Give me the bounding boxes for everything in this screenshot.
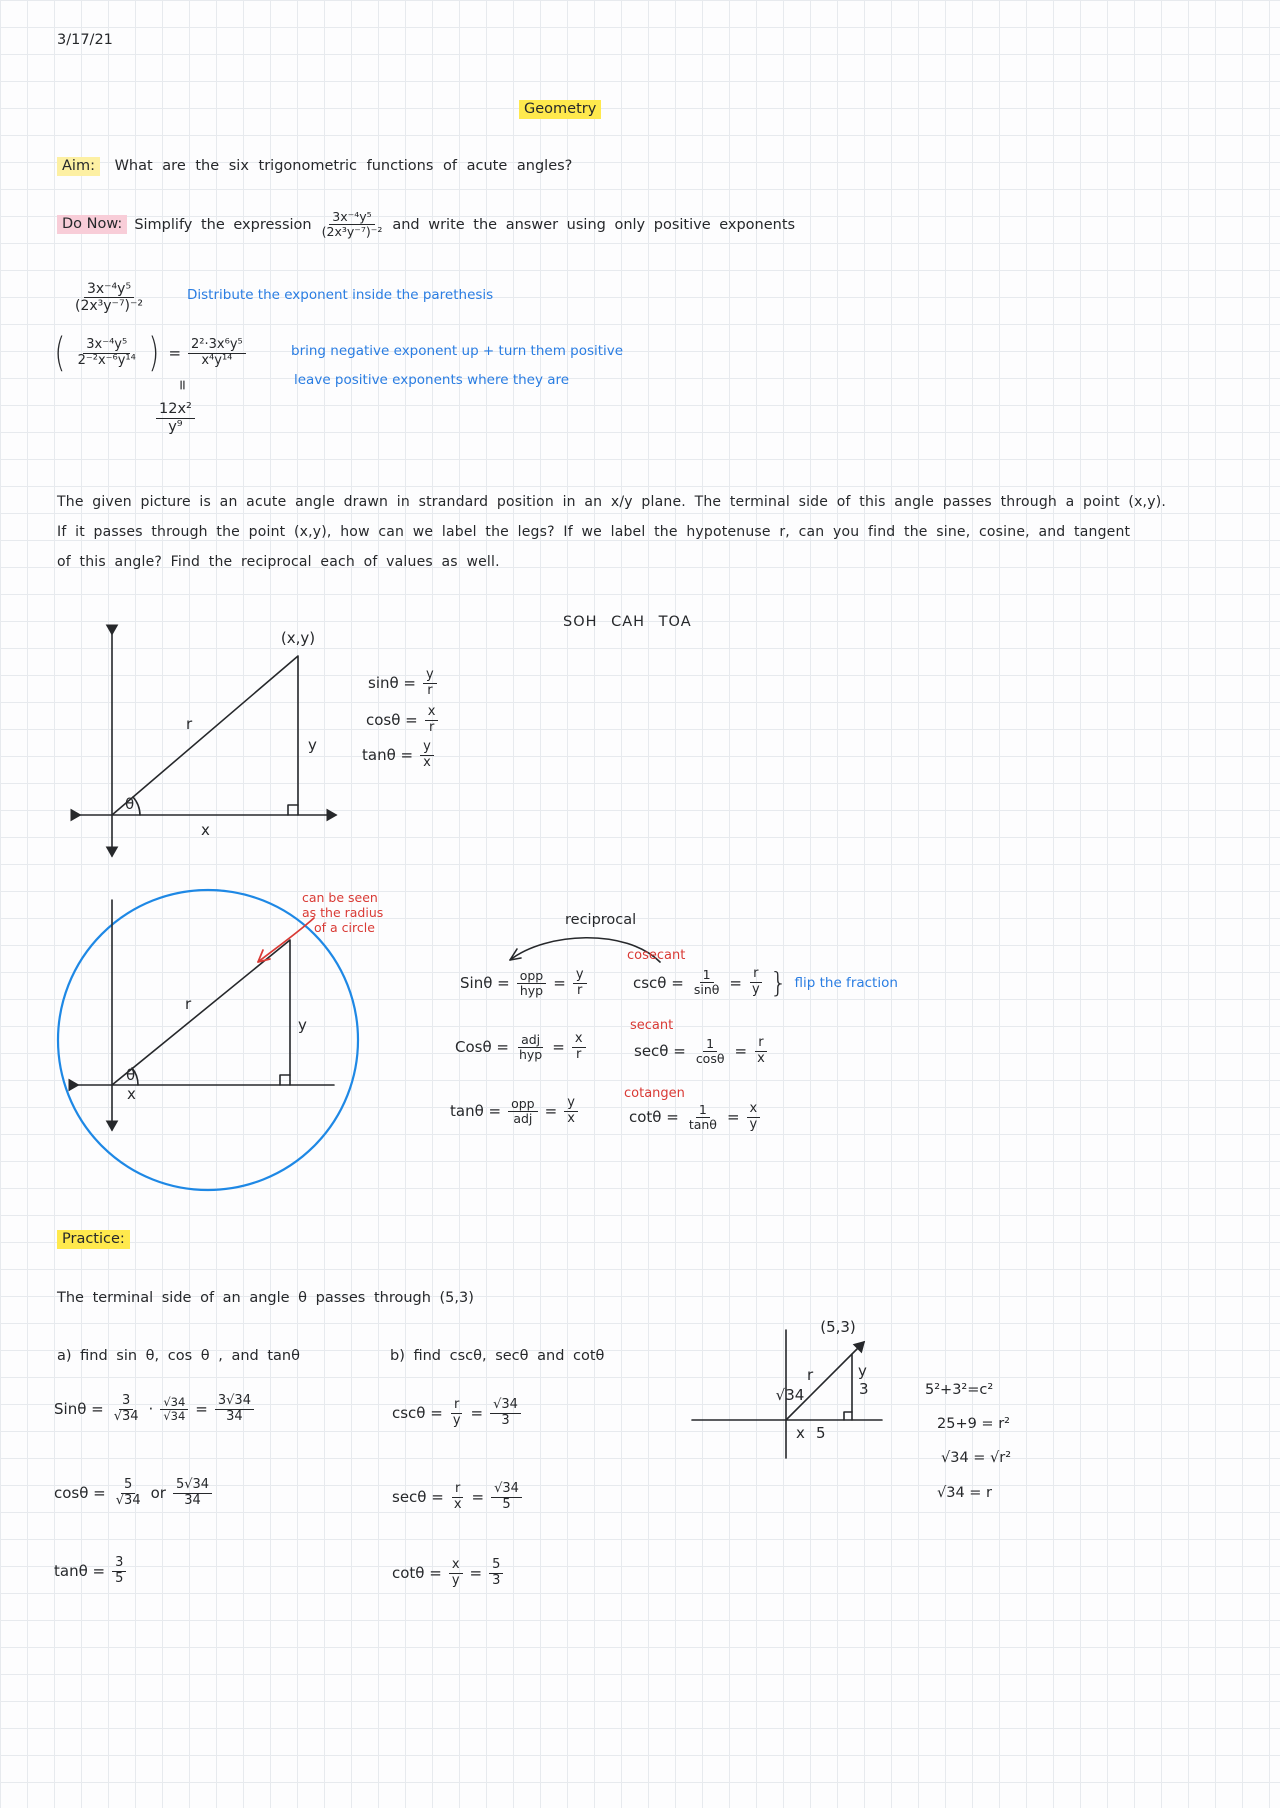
fraction-denominator: r	[427, 682, 433, 698]
pythag-line-4: √34 = r	[937, 1485, 993, 1501]
practice-tan-row	[54, 1556, 126, 1587]
do-now-label: Do Now:	[57, 215, 127, 234]
y-leg-label: y	[298, 1016, 307, 1034]
point-5-3-diagram	[680, 1318, 915, 1478]
do-now-post: and write the answer using only positive exponents	[392, 216, 796, 233]
cosecant-name: cosecant	[627, 948, 686, 963]
pythag-line-2: 25+9 = r²	[937, 1416, 1010, 1432]
cos-label: cosθ =	[54, 1484, 106, 1503]
x-leg-label: x	[201, 821, 210, 839]
fraction-numerator: 1	[700, 968, 714, 983]
cot-label: cotθ =	[629, 1108, 679, 1127]
circle-note-line1: can be seen	[302, 890, 378, 905]
practice-part-a: a) find sin θ, cos θ , and tanθ	[57, 1348, 300, 1364]
note-distribute: Distribute the exponent inside the parethesis	[187, 287, 494, 303]
fraction-numerator: 1	[703, 1037, 717, 1052]
fraction-denominator: x	[567, 1110, 575, 1126]
fraction	[490, 1398, 521, 1429]
secant-name: secant	[630, 1018, 674, 1033]
fraction	[425, 705, 439, 736]
fraction-denominator: 34	[184, 1492, 201, 1508]
root-34-label: √34	[775, 1386, 805, 1404]
equals-sign: =	[552, 1038, 565, 1057]
fraction-denominator: 2⁻²x⁻⁶y¹⁴	[77, 352, 136, 368]
fraction-numerator: 3x⁻⁴y⁵	[83, 338, 130, 354]
fraction-numerator: √34	[160, 1396, 188, 1410]
fraction	[516, 1033, 545, 1063]
fraction-denominator: x	[423, 754, 431, 770]
fraction-denominator: y	[452, 1412, 461, 1428]
sin-label: Sinθ =	[460, 974, 510, 993]
practice-cot-row	[392, 1558, 503, 1589]
fraction-numerator: 5	[121, 1478, 135, 1494]
fraction-numerator: r	[452, 1482, 463, 1498]
aim-row	[57, 158, 572, 174]
sin-label: sinθ =	[368, 674, 417, 693]
fraction-denominator: r	[577, 982, 583, 998]
fraction	[451, 1482, 465, 1513]
fraction-denominator: x⁴y¹⁴	[201, 352, 233, 368]
practice-sec-row	[392, 1482, 522, 1513]
do-now-pre: Simplify the expression	[134, 216, 312, 233]
fraction	[489, 1558, 503, 1589]
equals-sign: =	[471, 1488, 485, 1507]
fraction-numerator: 12x²	[156, 401, 195, 419]
fraction-numerator: opp	[517, 969, 547, 984]
soh-cah-toa: SOH CAH TOA	[563, 614, 692, 630]
fraction-denominator: 34	[226, 1408, 243, 1424]
fraction-numerator: y	[573, 968, 587, 984]
equals-continuation: =	[173, 379, 190, 391]
aim-label: Aim:	[57, 157, 100, 176]
page-title: Geometry	[519, 100, 601, 119]
fraction	[691, 968, 723, 998]
tan-label: tanθ =	[450, 1102, 502, 1121]
sin-ratio-row	[368, 668, 437, 699]
fraction	[173, 1478, 212, 1509]
flip-note: flip the fraction	[794, 974, 898, 991]
or-text: or	[150, 1484, 166, 1503]
fraction-numerator: r	[755, 1036, 766, 1052]
fraction	[754, 1036, 768, 1067]
fraction-numerator: y	[420, 740, 434, 756]
fraction-numerator: opp	[508, 1097, 538, 1112]
work-step1-fraction	[72, 281, 146, 314]
fraction-denominator: y	[451, 1572, 460, 1588]
work-result-fraction	[156, 401, 195, 435]
fraction-denominator: sinθ	[693, 982, 720, 997]
y-leg-label: y	[308, 736, 317, 754]
close-paren: )	[148, 330, 160, 376]
fraction-numerator: 5	[489, 1558, 503, 1574]
equals-sign: =	[729, 973, 742, 992]
fraction-denominator: (2x³y⁻⁷)⁻²	[75, 298, 144, 315]
equals-sign: =	[553, 974, 566, 993]
fraction	[564, 1096, 578, 1127]
fraction-numerator: y	[423, 668, 437, 684]
equals-sign: =	[544, 1102, 558, 1121]
brace: }	[769, 966, 788, 999]
fraction-denominator: r	[428, 719, 435, 735]
fraction-numerator: x	[425, 705, 439, 721]
hypotenuse-label: r	[185, 995, 192, 1013]
right-angle-marker	[844, 1412, 852, 1420]
fraction-numerator: 3	[119, 1394, 133, 1410]
open-paren: (	[54, 330, 66, 376]
pythag-line-3: √34 = √r²	[941, 1450, 1012, 1466]
practice-cos-row	[54, 1478, 212, 1509]
reciprocal-label: reciprocal	[565, 912, 637, 928]
multiply-dot: ·	[148, 1400, 154, 1419]
fraction	[749, 967, 763, 998]
fraction-denominator: √34	[115, 1492, 141, 1508]
pythag-line-1: 5²+3²=c²	[925, 1382, 994, 1398]
csc-row	[633, 966, 898, 999]
csc-label: cscθ =	[392, 1404, 443, 1423]
fraction-denominator: cosθ	[695, 1050, 725, 1066]
fraction-denominator: √34	[113, 1408, 139, 1424]
fraction	[111, 1394, 142, 1425]
circle-note-line3: of a circle	[314, 920, 375, 935]
work-step2-row	[52, 330, 246, 376]
fraction-denominator: r	[576, 1046, 582, 1062]
fraction-numerator: r	[750, 967, 761, 983]
fraction-denominator: y	[749, 1116, 758, 1132]
fraction-denominator: y	[751, 982, 760, 997]
fraction-numerator: 2²·3x⁶y⁵	[188, 338, 246, 354]
fraction-denominator: 5	[502, 1496, 511, 1512]
fraction	[491, 1482, 522, 1513]
tan-definition-row	[450, 1096, 578, 1127]
fraction	[423, 668, 437, 699]
do-now-row	[57, 210, 795, 240]
fraction-denominator: 3	[501, 1412, 510, 1428]
note-leave: leave positive exponents where they are	[294, 372, 570, 388]
cos-label: Cosθ =	[455, 1038, 509, 1057]
fraction	[508, 1097, 538, 1127]
cotangent-name: cotangen	[624, 1086, 685, 1101]
fraction-numerator: 3x⁻⁴y⁵	[329, 210, 374, 225]
fraction-numerator: y	[564, 1096, 578, 1112]
point-label: (5,3)	[820, 1318, 856, 1336]
fraction	[686, 1103, 720, 1133]
fraction-numerator: √34	[490, 1398, 521, 1414]
equals-sign: =	[469, 1564, 483, 1583]
circle	[58, 890, 358, 1190]
equals-sign: =	[734, 1042, 748, 1061]
fraction	[572, 1032, 586, 1063]
practice-sin-row	[54, 1394, 254, 1425]
practice-part-b: b) find cscθ, secθ and cotθ	[390, 1348, 605, 1364]
fraction	[420, 740, 434, 771]
cos-label: cosθ =	[366, 711, 418, 730]
fraction	[215, 1394, 254, 1425]
fraction-numerator: 3x⁻⁴y⁵	[84, 281, 134, 298]
cos-definition-row	[455, 1032, 586, 1063]
fraction	[693, 1037, 728, 1067]
triangle	[112, 940, 290, 1085]
x-leg-label: x	[796, 1424, 805, 1442]
y-value-label: 3	[859, 1380, 869, 1398]
hypotenuse-label: r	[807, 1366, 814, 1384]
equals-sign: =	[726, 1108, 740, 1127]
sec-row	[634, 1036, 768, 1067]
x-leg-label: x	[127, 1085, 136, 1103]
fraction-denominator: adj	[513, 1110, 533, 1126]
fraction	[449, 1558, 463, 1589]
theta-label: θ	[125, 795, 135, 813]
fraction-denominator: 5	[115, 1570, 124, 1586]
theta-label: θ	[126, 1066, 136, 1084]
practice-csc-row	[392, 1398, 521, 1429]
equals-sign: =	[470, 1404, 484, 1423]
y-leg-label: y	[858, 1362, 867, 1380]
intro-line-2: If it passes through the point (x,y), how can we label the legs? If we label the hypotenuse r, can you find the sine, cosine, and tangent	[57, 524, 1131, 540]
point-label: (x,y)	[280, 629, 316, 647]
equals-sign: =	[168, 344, 182, 362]
csc-label: cscθ =	[633, 973, 684, 992]
triangle-axes-diagram	[70, 622, 360, 867]
intro-line-3: of this angle? Find the reciprocal each of values as well.	[57, 554, 500, 570]
fraction	[112, 1556, 126, 1587]
cot-label: cotθ =	[392, 1564, 442, 1583]
right-angle-marker	[288, 805, 298, 815]
fraction-numerator: 1	[696, 1103, 710, 1118]
cos-ratio-row	[366, 705, 438, 736]
fraction-numerator: 3	[112, 1556, 126, 1572]
tan-ratio-row	[362, 740, 434, 771]
fraction-denominator: y⁹	[168, 418, 183, 435]
fraction	[113, 1478, 144, 1509]
fraction-numerator: 3√34	[215, 1394, 254, 1410]
fraction-denominator: x	[453, 1496, 462, 1512]
intro-line-1: The given picture is an acute angle drawn in strandard position in an x/y plane. The terminal side of this angle passes through a point (x,y).	[57, 494, 1167, 510]
tan-label: tanθ =	[54, 1562, 106, 1581]
aim-text: What are the six trigonometric functions of acute angles?	[114, 158, 573, 174]
practice-problem: The terminal side of an angle θ passes through (5,3)	[57, 1290, 474, 1306]
fraction-denominator: hyp	[518, 1046, 543, 1062]
fraction-numerator: x	[449, 1558, 463, 1574]
fraction-denominator: √34	[163, 1408, 186, 1423]
fraction-numerator: x	[747, 1102, 761, 1118]
fraction-numerator: adj	[518, 1033, 543, 1048]
fraction-denominator: x	[757, 1050, 765, 1066]
fraction-numerator: x	[572, 1032, 586, 1048]
practice-label: Practice:	[57, 1230, 130, 1249]
equals-sign: =	[195, 1400, 208, 1419]
fraction-numerator: r	[451, 1398, 462, 1414]
fraction-denominator: 3	[492, 1572, 501, 1588]
fraction	[160, 1396, 188, 1423]
cot-row	[629, 1102, 760, 1133]
triangle	[112, 656, 298, 815]
fraction	[450, 1398, 464, 1429]
circle-note-line2: as the radius	[302, 905, 384, 920]
fraction-denominator: (2x³y⁻⁷)⁻²	[321, 224, 383, 240]
sec-label: secθ =	[392, 1488, 444, 1507]
fraction	[747, 1102, 761, 1133]
sin-label: Sinθ =	[54, 1400, 104, 1419]
tan-label: tanθ =	[362, 746, 414, 765]
x-value-label: 5	[816, 1424, 826, 1442]
fraction-numerator: √34	[491, 1482, 522, 1498]
work-step2-rhs-fraction	[188, 338, 246, 369]
fraction-denominator: tanθ	[688, 1116, 717, 1132]
do-now-expression-fraction	[319, 210, 386, 240]
note-bring: bring negative exponent up + turn them positive	[291, 343, 624, 359]
right-angle-marker	[280, 1075, 290, 1085]
hypotenuse-label: r	[186, 715, 193, 733]
date: 3/17/21	[57, 32, 113, 48]
fraction-denominator: hyp	[519, 982, 544, 998]
fraction-numerator: 5√34	[173, 1478, 212, 1494]
work-step2-lhs-fraction	[75, 338, 139, 369]
sec-label: secθ =	[634, 1042, 686, 1061]
